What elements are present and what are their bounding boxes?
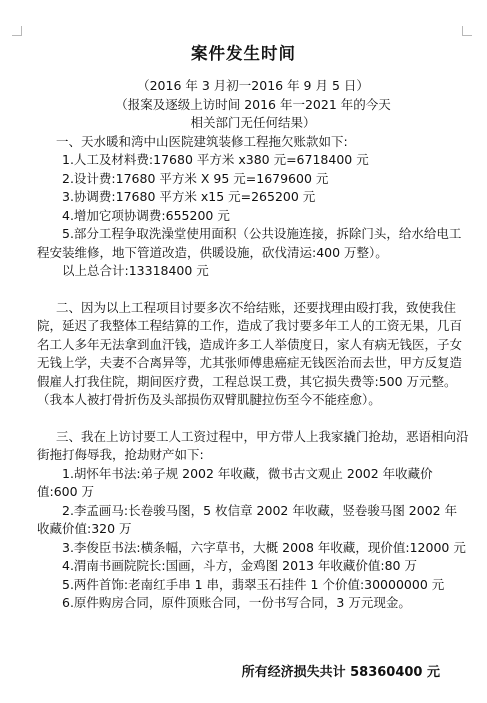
grand-total: 所有经济损失共计 58360400 元 xyxy=(241,665,440,680)
section3-item: 6.原件购房合同，原件顶账合同，一份书写合同，3 万元现金。 xyxy=(62,595,411,610)
section1-item: 2.设计费:17680 平方米 X 95 元=1679600 元 xyxy=(62,170,329,186)
period-line: （2016 年 3 月初一2016 年 9 月 5 日） xyxy=(137,78,369,93)
section1-heading: 一、天水暖和湾中山医院建筑装修工程拖欠账款如下: xyxy=(56,133,348,149)
report-note-line: 相关部门无任何结果） xyxy=(190,115,316,130)
section1-item: 1.人工及材料费:17680 平方米 x380 元=6718400 元 xyxy=(62,152,369,167)
section3-item: 5.两件首饰:老南红手串 1 串，翡翠玉石挂件 1 个价值:30000000 元 xyxy=(62,576,445,592)
section3-heading: 三、我在上访讨要工人工资过程中，甲方带人上我家撬门抢劫，恶语相向沿街拖打侮辱我，抢劫财产如下: xyxy=(37,428,469,462)
section3-item: 2.李孟画马:长卷骏马图，5 枚信章 2002 年收藏，竖卷骏马图 2002 年收藏价值:320 万 xyxy=(37,502,458,536)
section1-item: 4.增加它项协调费:655200 元 xyxy=(62,207,230,223)
section1-item: 3.协调费:17680 平方米 x15 元=265200 元 xyxy=(62,189,316,204)
document-title: 案件发生时间 xyxy=(191,44,296,63)
section2-paragraph: 二、因为以上工程项目讨要多次不给结账，还要找理由殴打我，致使我住院，延迟了我整体工程结算的工作，造成了我讨要多年工人的工资无果，几百名工人多年无法拿到血汗钱，造成许多工人举债度日，家人有病无钱医，子女无钱上学，夫妻不合离异等，尤其张师傅患癌症无钱医治而去世，甲方反复造假雇人打我住院，期间医疗费，工程总误工费，其它损失费等:500 万元整。（我本人被打骨折伤及头部损伤双臂肌腱拉伤至今不能痊愈）。 xyxy=(37,299,463,407)
report-note-line: （报案及逐级上访时间 2016 年一2021 年的今天 xyxy=(115,96,391,112)
section1-total: 以上总合计:13318400 元 xyxy=(62,263,209,278)
document-body xyxy=(37,77,469,613)
margin-corner-mark xyxy=(462,26,472,36)
section1-item: 5.部分工程争取洗澡堂使用面积（公共设施连接，拆除门头，给水给电工程安装维修，地下管道改造，供暖设施，砍伐清运:400 万整）。 xyxy=(37,226,462,260)
margin-corner-mark xyxy=(12,26,22,36)
section3-item: 1.胡怀年书法:弟子规 2002 年收藏，微书古文观止 2002 年收藏价值:600 万 xyxy=(37,465,433,499)
section3-item: 4.渭南书画院院长:国画，斗方，金鸡图 2013 年收藏价值:80 万 xyxy=(62,558,417,573)
section3-item: 3.李俊臣书法:横条幅，六字草书，大概 2008 年收藏，现价值:12000 元 xyxy=(62,539,466,555)
